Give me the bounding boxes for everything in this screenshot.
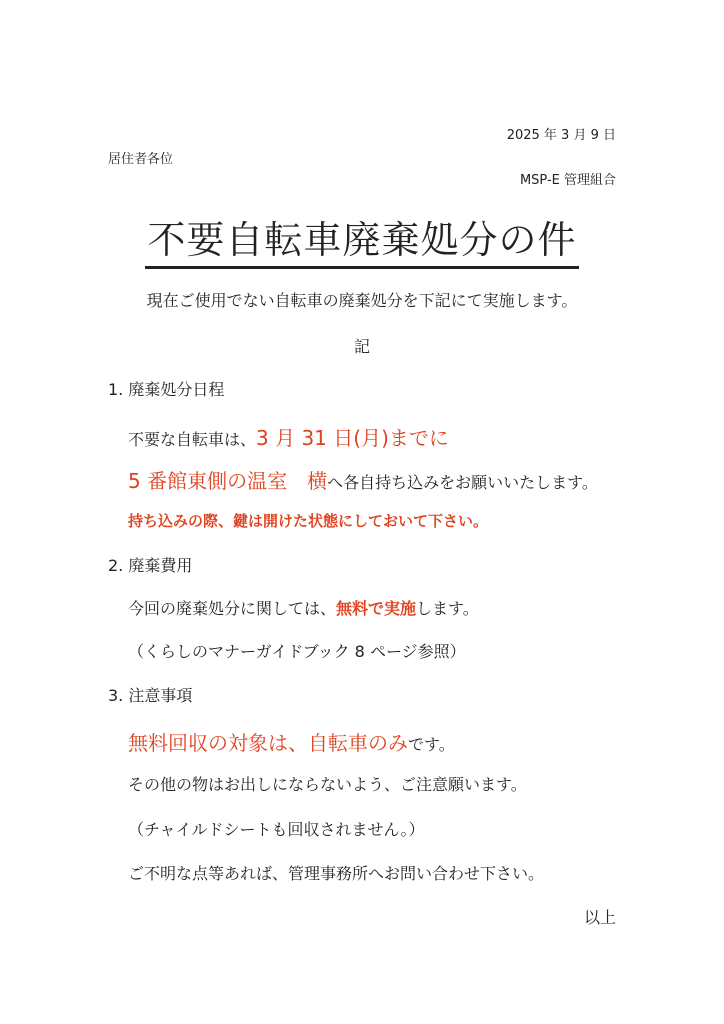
section1-line1-prefix: 不要な自転車は、 (128, 430, 257, 449)
intro-text: 現在ご使用でない自転車の廃棄処分を下記にて実施します。 (146, 291, 578, 310)
section2-reference: （くらしのマナーガイドブック 8 ページ参照） (128, 642, 466, 661)
document-title: 不要自転車廃棄処分の件 (145, 216, 578, 269)
section1-key-note: 持ち込みの際、鍵は開けた状態にしておいて下さい。 (128, 512, 489, 530)
section3-line1-suffix: です。 (408, 735, 455, 754)
sender: MSP-E 管理組合 (519, 173, 616, 188)
section3-line2: その他の物はお出しにならないよう、ご注意願います。 (128, 775, 527, 794)
section3-heading: 3. 注意事項 (108, 686, 193, 705)
section2-line1 (128, 596, 479, 619)
section1-heading: 1. 廃棄処分日程 (108, 380, 225, 399)
section3-line3: （チャイルドシートも回収されません。） (128, 820, 425, 839)
ki-mark: 記 (353, 337, 370, 356)
addressee: 居住者各位 (108, 152, 174, 167)
section3-bicycle-only: 無料回収の対象は、自転車のみ (128, 731, 408, 755)
section1-location: 5 番館東側の温室 横 (128, 469, 328, 493)
section2-free-label: 無料で実施 (336, 599, 417, 618)
section3-line1 (128, 727, 455, 756)
document-title-wrap (0, 216, 724, 269)
section1-deadline: 3 月 31 日(月)までに (256, 426, 449, 450)
section1-line1 (128, 422, 449, 451)
closing-mark: 以上 (583, 908, 616, 927)
document-date: 2025 年 3 月 9 日 (506, 128, 616, 143)
section1-line2-suffix: へ各自持ち込みをお願いいたします。 (327, 473, 598, 492)
section1-line2 (128, 465, 598, 494)
section2-line1-suffix: します。 (416, 599, 479, 618)
section3-line4: ご不明な点等あれば、管理事務所へお問い合わせ下さい。 (128, 864, 545, 883)
section2-heading: 2. 廃棄費用 (108, 556, 193, 575)
section2-line1-prefix: 今回の廃棄処分に関しては、 (128, 599, 337, 618)
